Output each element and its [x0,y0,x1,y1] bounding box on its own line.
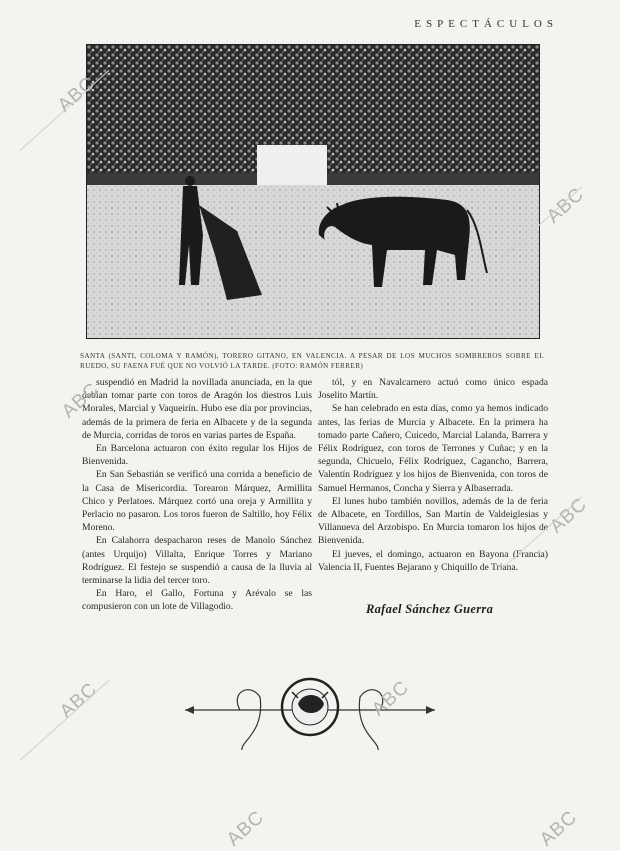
watermark-abc: ABC [368,676,414,721]
paragraph: Se han celebrado en esta días, como ya hemos indicado antes, las ferias de Murcia y Albacete. En la primera ha tomado parte Cañero, Cuicedo, Marcial Lalanda, Barrera y Félix Rodríguez, con toros de Terrones y Cuñac; y en la segunda, Chicuelo, Félix Rodríguez, Cagancho, Barrera, Valentín Rodríguez y los hijos de Bienvenida, con toros de Samuel Hermanos, Concha y Sierra y Albaserrada. [318,403,548,494]
watermark-abc: ABC [536,806,582,851]
article-column-left [82,376,312,614]
watermark-rule [20,680,110,761]
watermark-abc: ABC [223,806,269,851]
author-signature: Rafael Sánchez Guerra [366,602,494,616]
paragraph: El lunes hubo también novillos, además de la de feria de Albacete, en Tordillos, San Martín de Valdeiglesias y Villanueva del Arzobispo. En Murcia tomaron los hijos de Bienvenida. [318,495,548,547]
watermark-abc: ABC [54,72,100,117]
paragraph: El jueves, el domingo, actuaron en Bayona (Francia) Valencia II, Fuentes Bejarano y Chiquillo de Triana. [318,548,548,573]
paragraph: En Calahorra despacharon reses de Manolo Sánchez (antes Urquijo) Villalta, Enrique Torres y Mariano Rodríguez. El festejo se suspendió a causa de la lluvia al terminarse la lidia del tercer toro. [82,535,312,587]
paragraph: tól, y en Navalcarnero actuó como único espada Joselito Martín. [318,377,548,402]
bullfight-photo-icon [87,45,539,338]
watermark-abc: ABC [546,493,592,538]
paragraph: En Haro, el Gallo, Fortuna y Arévalo se las compusieron con un lote de Villagodio. [82,588,312,613]
watermark-abc: ABC [58,378,104,423]
watermark-abc: ABC [543,183,589,228]
article-column-right [318,376,548,574]
paragraph: En Barcelona actuaron con éxito regular los Hijos de Bienvenida. [82,443,312,468]
photo-caption: SANTA (SANTI, COLOMA Y RAMÓN), TORERO GITANO, EN VALENCIA. A PESAR DE LOS MUCHOS SOMBREROS SOBRE EL RUEDO, SU FAENA FUÉ QUE NO VOLVIÓ LA TARDE. (FOTO: RAMÓN FERRER) [80,352,544,370]
paragraph: suspendió en Madrid la novillada anunciada, en la que debían tomar parte con toros de Aragón los diestros Luis Morales, Marcial y Vaqueirín. Hubo ese día por provincias, además de la primera de feria en Albacete y de la segunda de Murcia, corridas de toros en varias partes de España. [82,377,312,441]
paragraph: En San Sebastián se verificó una corrida a beneficio de la Casa de Misericordia. Torearon Márquez, Armillita Chico y Perlatoes. Márquez cortó una oreja y Armillita y Perlacio no pasaron. Los toros fueron de Saltillo, hoy Félix Moreno. [82,469,312,534]
section-header: ESPECTÁCULOS [414,18,558,30]
watermark-abc: ABC [56,678,102,723]
burladero [257,145,327,185]
bullfight-photo [86,44,540,339]
